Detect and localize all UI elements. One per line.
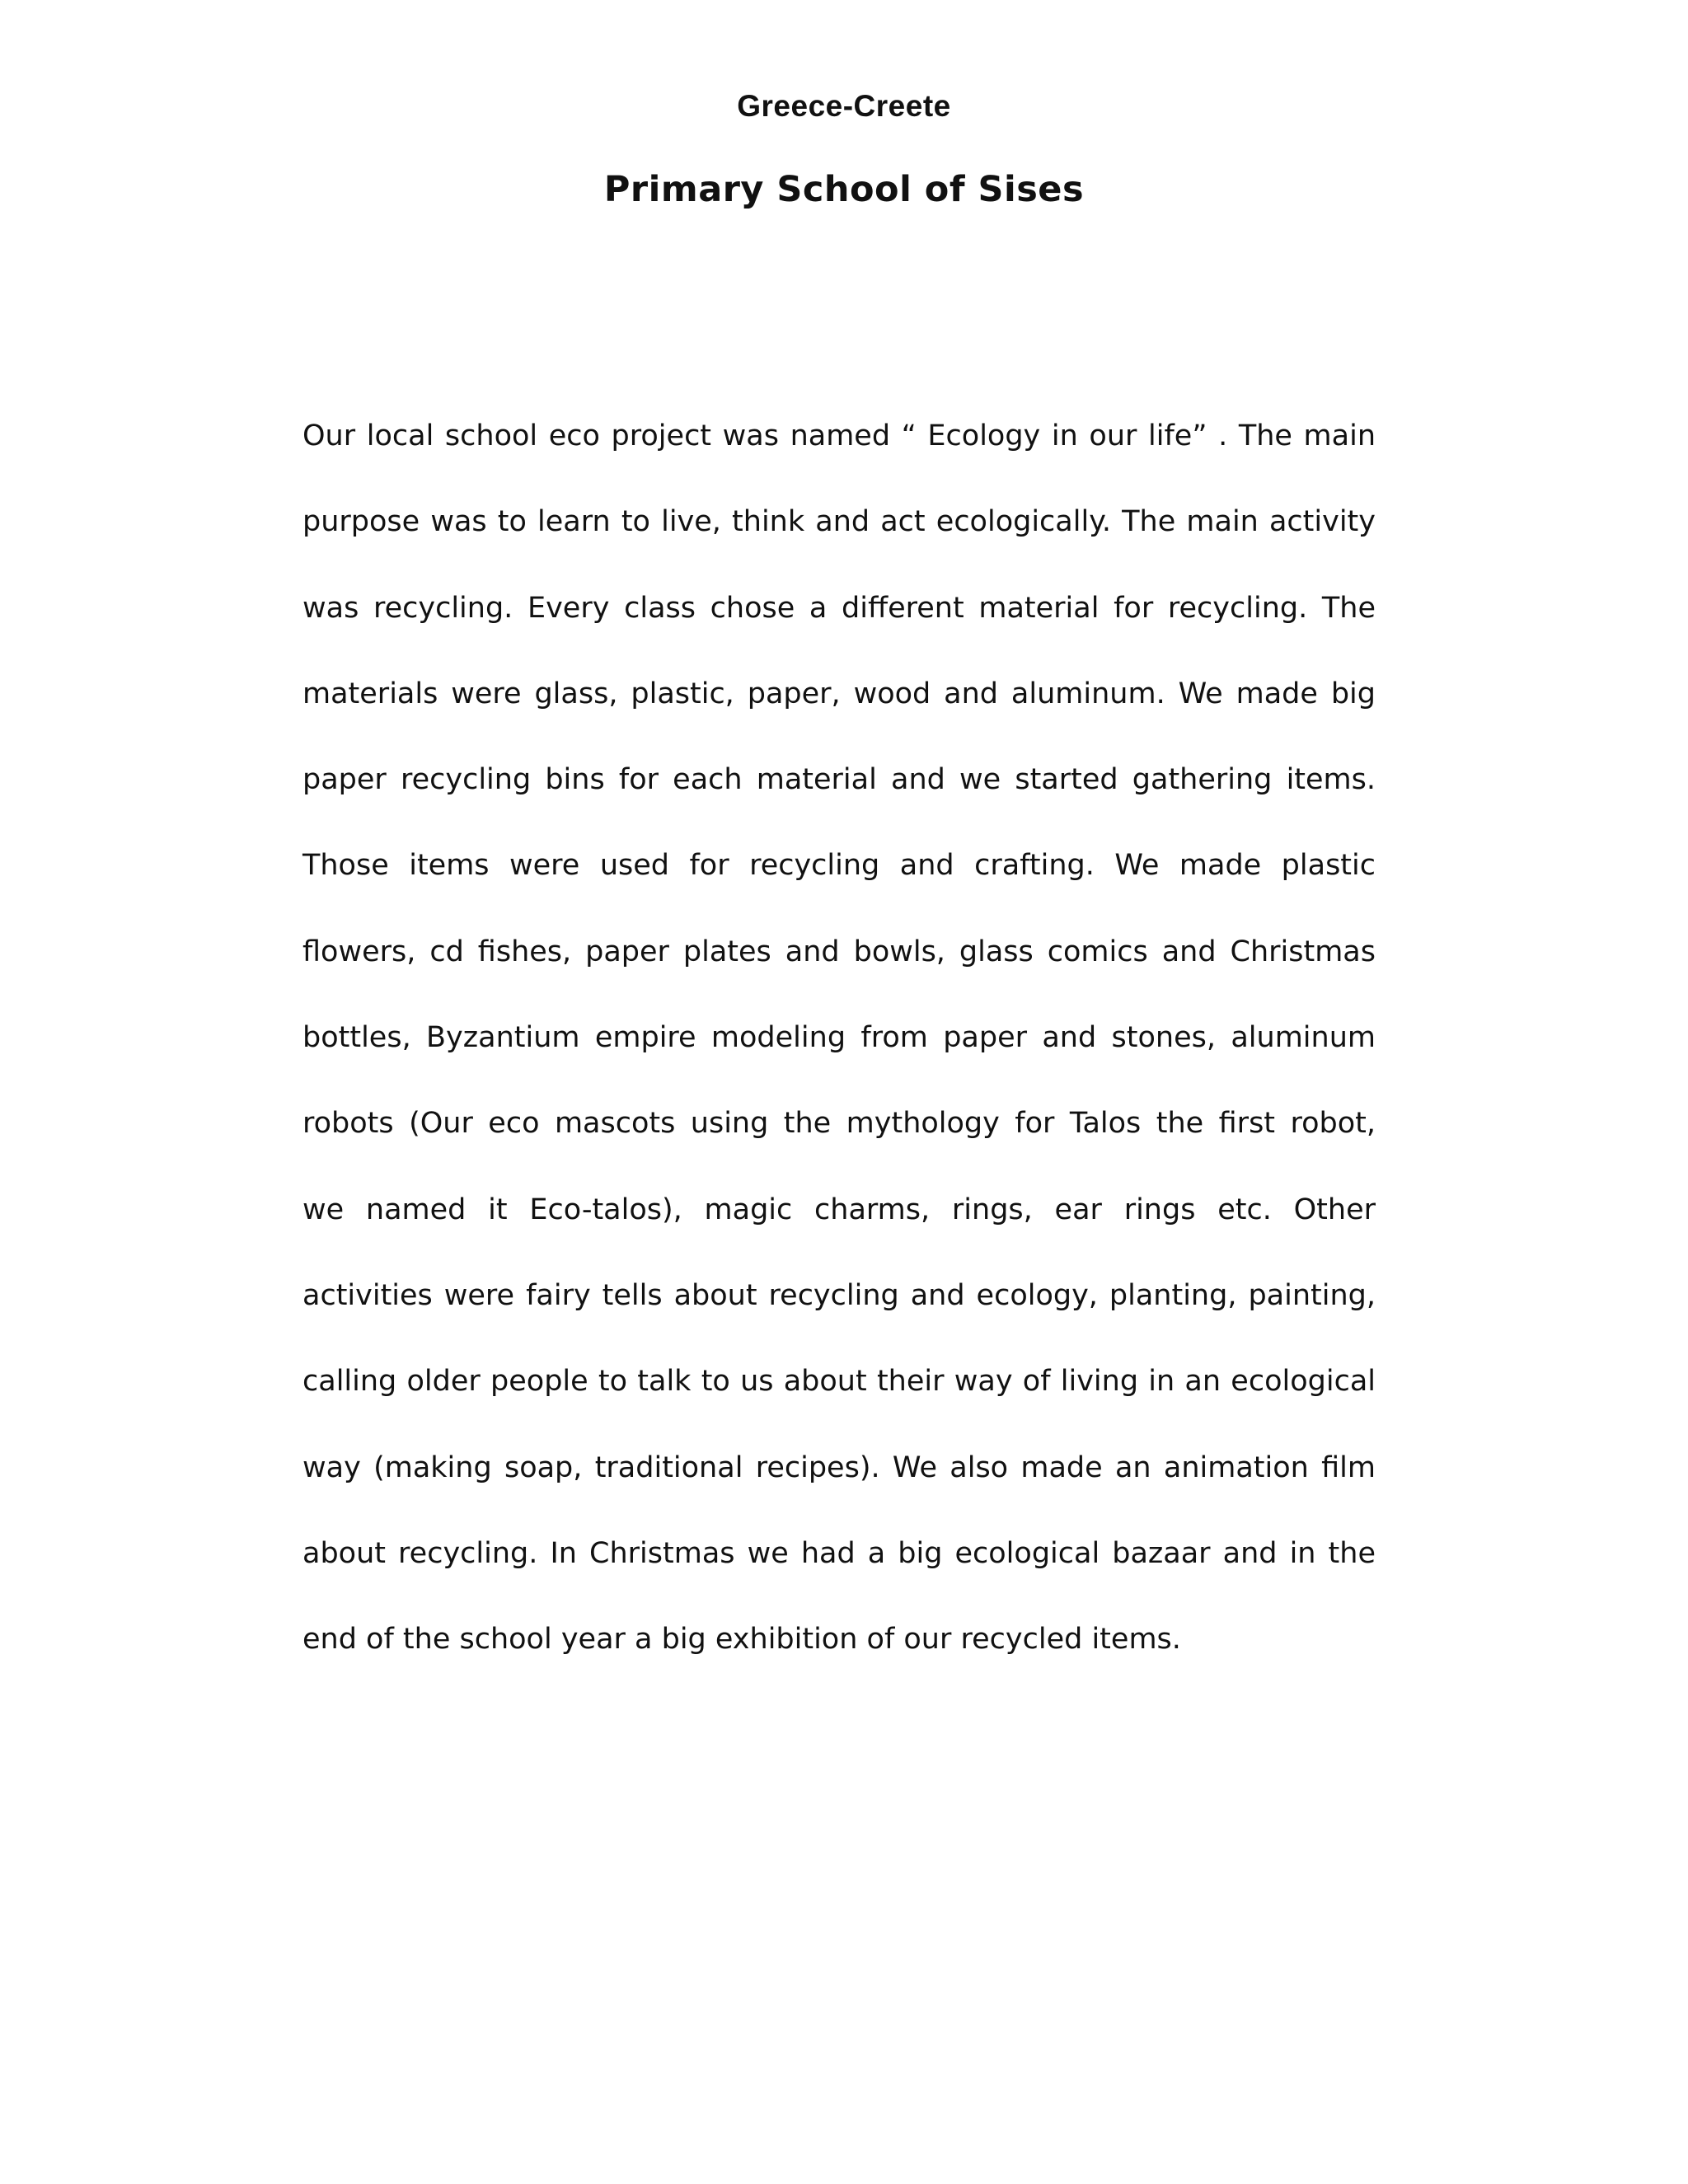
paragraph-line: end of the school year a big exhibition of our recycled items. (302, 1623, 1181, 1657)
paragraph-line: robots (Our eco mascots using the mythology for Talos the first robot, (302, 1107, 1376, 1141)
paragraph-line: Our local school eco project was named “ Ecology in our life” . The main (302, 419, 1376, 452)
paragraph-line: bottles, Byzantium empire modeling from paper and stones, aluminum (302, 1021, 1376, 1055)
paragraph-line: flowers, cd fishes, paper plates and bowls, glass comics and Christmas (302, 935, 1376, 968)
paragraph-line: about recycling. In Christmas we had a big ecological bazaar and in the (302, 1536, 1376, 1570)
paragraph-line: calling older people to talk to us about their way of living in an ecological (302, 1365, 1376, 1399)
location-heading: Greece-Creete (737, 89, 951, 123)
paragraph-line: we named it Eco-talos), magic charms, rings, ear rings etc. Other (302, 1193, 1376, 1226)
paragraph-line: paper recycling bins for each material and we started gathering items. (302, 763, 1376, 797)
body-paragraph (302, 393, 1376, 1682)
paragraph-line: was recycling. Every class chose a different material for recycling. The (302, 591, 1376, 625)
paragraph-line: activities were fairy tells about recycling and ecology, planting, painting, (302, 1278, 1376, 1312)
paragraph-line: purpose was to learn to live, think and act ecologically. The main activity (302, 505, 1376, 539)
paragraph-line: Those items were used for recycling and crafting. We made plastic (302, 849, 1376, 883)
school-title: Primary School of Sises (603, 169, 1085, 210)
paragraph-line: materials were glass, plastic, paper, wood and aluminum. We made big (302, 677, 1376, 710)
paragraph-line: way (making soap, traditional recipes). We also made an animation film (302, 1451, 1376, 1484)
